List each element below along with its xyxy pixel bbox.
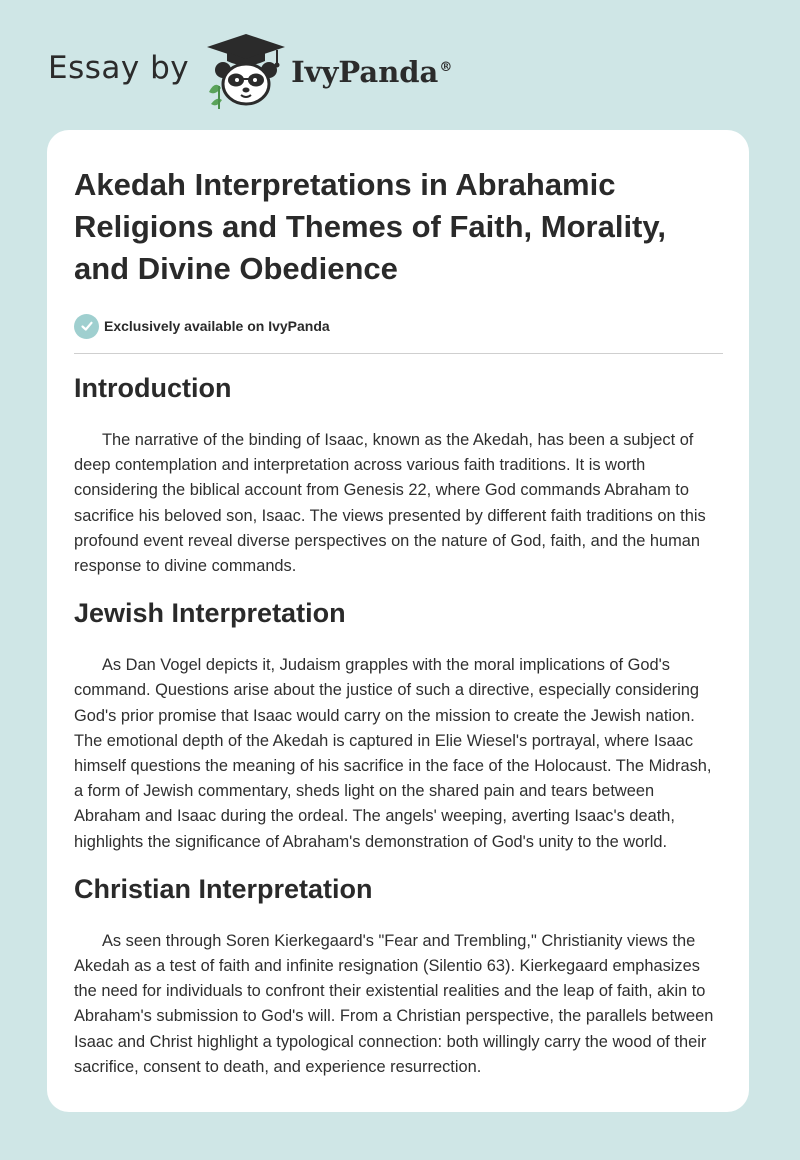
brand-name[interactable] <box>291 55 452 89</box>
exclusive-badge <box>74 313 723 339</box>
essay-title: Akedah Interpretations in Abrahamic Religions and Themes of Faith, Morality, and Divine Obedience <box>74 167 666 286</box>
registered-mark: ® <box>439 60 453 76</box>
section-christian-interpretation <box>74 871 723 1080</box>
section-paragraph: The narrative of the binding of Isaac, known as the Akedah, has been a subject of deep contemplation and interpretation across various faith traditions. It is worth considering the biblical account from Genesis 22, where God commands Abraham to sacrifice his beloved son, Isaac. The views presented by different faith traditions on this profound event reveal diverse perspectives on the nature of God, faith, and the human response to divine commands. <box>74 431 706 576</box>
title-divider <box>74 353 723 354</box>
essay-content <box>74 164 723 1080</box>
section-paragraph: As Dan Vogel depicts it, Judaism grapples with the moral implications of God's command. Questions arise about the justice of such a directive, especially considering God's prior promise that Isaac would carry on the mission to create the Jewish nation. The emotional depth of the Akedah is captured in Elie Wiesel's portrayal, where Isaac himself questions the meaning of his sacrifice in the face of the Holocaust. The Midrash, a form of Jewish commentary, sheds light on the shared pain and tears between Abraham and Isaac during the ordeal. The angels' weeping, averting Isaac's death, highlights the significance of Abraham's demonstration of God's unity to the world. <box>74 656 712 851</box>
essay-card <box>47 130 749 1112</box>
section-jewish-interpretation <box>74 595 723 855</box>
badge-label: Exclusively available on IvyPanda <box>104 318 330 334</box>
check-circle-icon <box>74 314 99 339</box>
section-heading: Jewish Interpretation <box>74 598 346 629</box>
section-paragraph: As seen through Soren Kierkegaard's "Fear and Trembling," Christianity views the Akedah as a test of faith and infinite resignation (Silentio 63). Kierkegaard emphasizes the need for individuals to confront their existential realities and the leap of faith, akin to Abraham's submission to God's will. From a Christian perspective, the parallels between Isaac and Christ highlight a typological connection: both willingly carry the wood of their sacrifice, consent to death, and experience resurrection. <box>74 931 714 1076</box>
section-heading: Christian Interpretation <box>74 873 373 904</box>
panda-logo-icon[interactable] <box>203 30 289 110</box>
section-introduction <box>74 370 723 579</box>
site-header <box>48 30 452 110</box>
section-heading: Introduction <box>74 373 232 403</box>
brand-text: IvyPanda <box>291 55 439 89</box>
essay-by-label: Essay by <box>48 50 190 86</box>
